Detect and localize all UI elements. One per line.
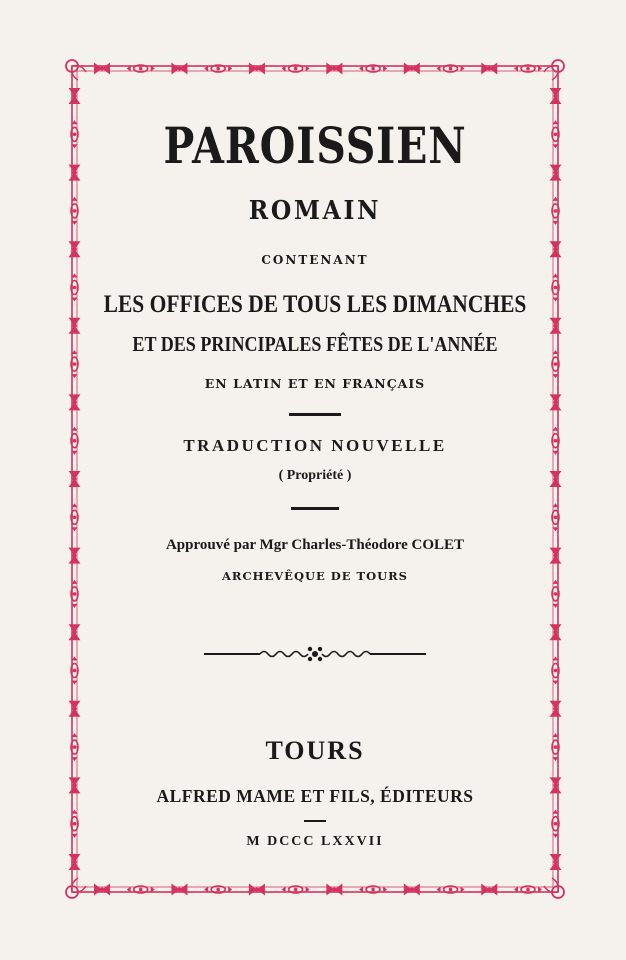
approval-line: Approuvé par Mgr Charles-Théodore COLET xyxy=(165,537,465,553)
intro-text: CONTENANT xyxy=(261,253,369,267)
divider-rule xyxy=(291,507,339,510)
property-line: ( Propriété ) xyxy=(278,468,352,483)
publisher-line: ALFRED MAME ET FILS, ÉDITEURS xyxy=(156,786,474,806)
publication-date: M DCCC LXXVII xyxy=(246,834,384,849)
language-line: EN LATIN ET EN FRANÇAIS xyxy=(204,376,426,391)
page-subtitle: ROMAIN xyxy=(248,196,382,226)
flourish-ornament-icon xyxy=(202,642,428,666)
offices-line: LES OFFICES DE TOUS LES DIMANCHES xyxy=(103,291,527,318)
page-title: PAROISSIEN xyxy=(163,116,467,175)
fetes-line: ET DES PRINCIPALES FÊTES DE L'ANNÉE xyxy=(132,332,498,356)
publication-city: TOURS xyxy=(265,736,365,765)
title-page-text xyxy=(62,56,568,902)
archbishop-line: ARCHEVÊQUE DE TOURS xyxy=(222,569,408,583)
divider-rule xyxy=(304,820,326,822)
divider-rule xyxy=(289,413,341,416)
translation-line: TRADUCTION NOUVELLE xyxy=(183,436,447,455)
